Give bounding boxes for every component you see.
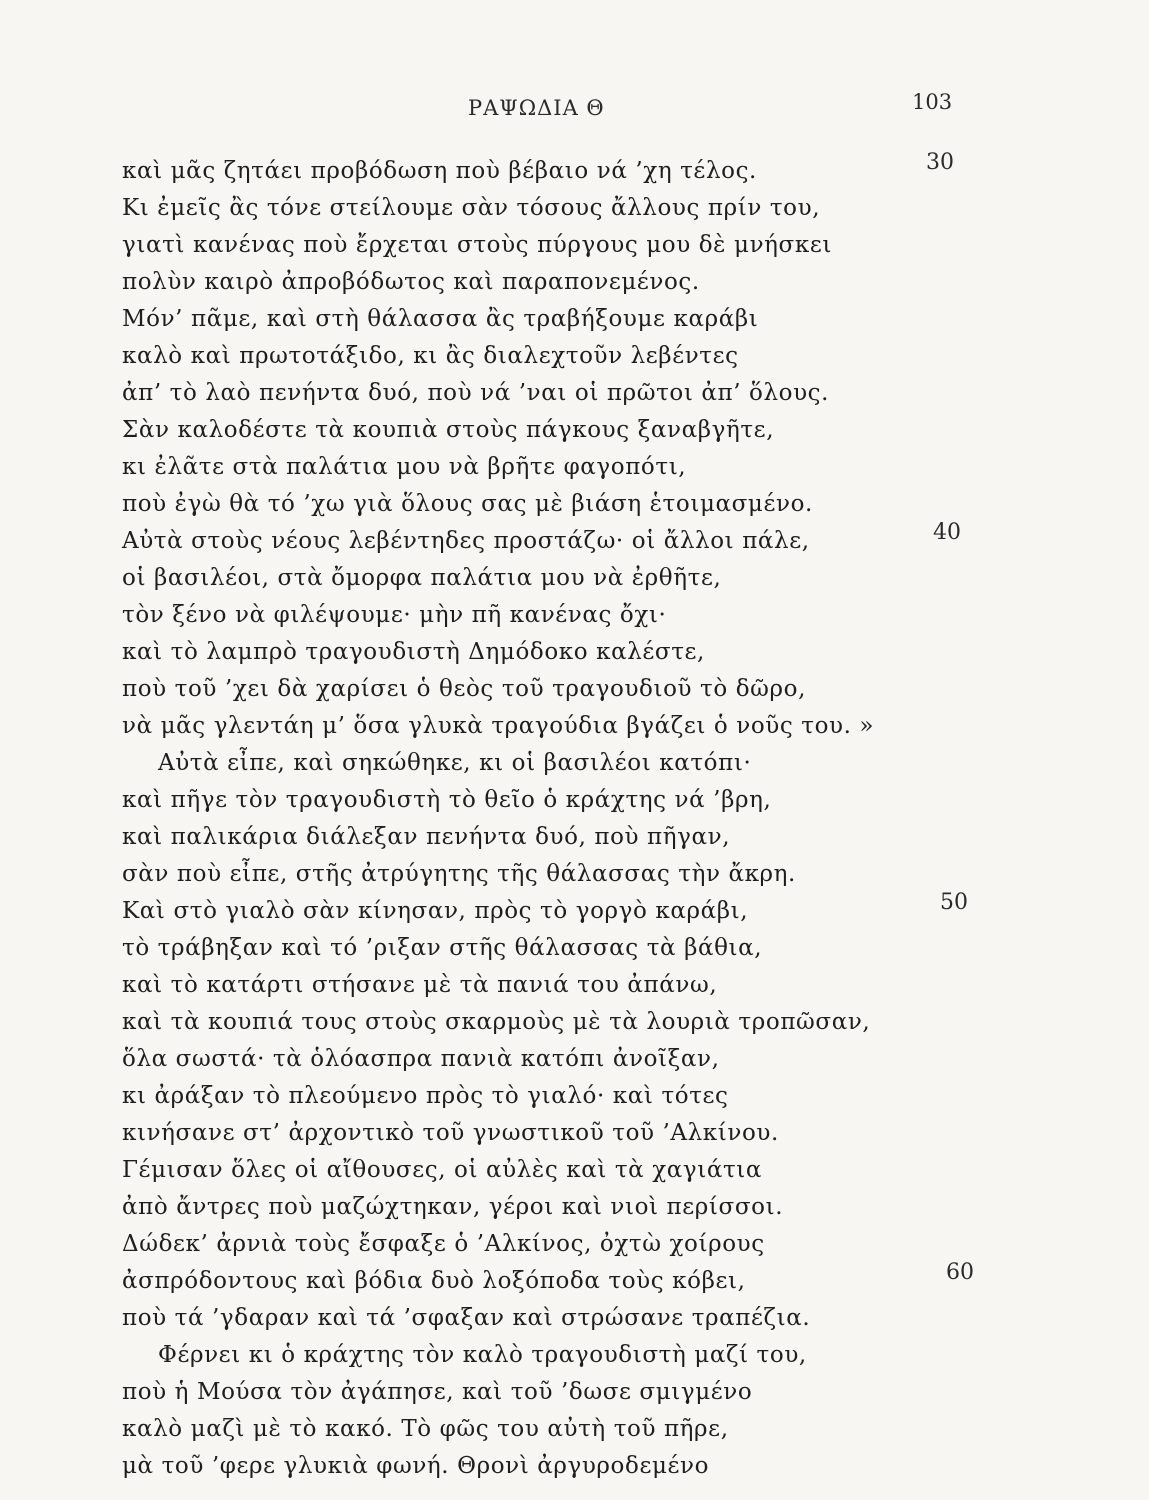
page-header-title: ΡΑΨΩΔΙΑ Θ [468,96,605,120]
poem-line: καὶ παλικάρια διάλεξαν πενήντα δυό, ποὺ πῆγαν, [122,824,731,850]
poem-line: τὸν ξένο νὰ φιλέψουμε· μὴν πῆ κανένας ὄχι· [122,602,667,628]
poem-line: Δώδεκ’ ἀρνιὰ τοὺς ἔσφαξε ὁ ’Αλκίνος, ὀχτὼ χοίρους [122,1231,765,1257]
poem-line: καὶ τὰ κουπιά τους στοὺς σκαρμοὺς μὲ τὰ λουριὰ τροπῶσαν, [122,1009,871,1035]
poem-line: Αὐτὰ στοὺς νέους λεβέντηδες προστάζω· οἱ ἄλλοι πάλε, [122,528,810,554]
poem-line: νὰ μᾶς γλεντάη μ’ ὅσα γλυκὰ τραγούδια βγάζει ὁ νοῦς του. » [122,713,875,739]
poem-line: καὶ πῆγε τὸν τραγουδιστὴ τὸ θεῖο ὁ κράχτης νά ’βρη, [122,787,772,813]
poem-line: καὶ τὸ κατάρτι στήσανε μὲ τὰ πανιά του ἀπάνω, [122,972,718,998]
poem-line: τὸ τράβηξαν καὶ τό ’ριξαν στῆς θάλασσας τὰ βάθια, [122,935,763,961]
poem-line: ἀπ’ τὸ λαὸ πενήντα δυό, ποὺ νά ’ναι οἱ πρῶτοι ἀπ’ ὅλους. [122,380,830,406]
poem-line: Φέρνει κι ὁ κράχτης τὸν καλὸ τραγουδιστὴ μαζί του, [158,1342,807,1368]
line-number: 30 [926,150,954,175]
line-number: 60 [946,1260,974,1285]
line-number: 40 [933,520,961,545]
poem-line: Σὰν καλοδέστε τὰ κουπιὰ στοὺς πάγκους ξαναβγῆτε, [122,417,775,443]
poem-line: καλὸ καὶ πρωτοτάξιδο, κι ἂς διαλεχτοῦν λεβέντες [122,343,739,369]
poem-line: ποὺ τοῦ ’χει δὰ χαρίσει ὁ θεὸς τοῦ τραγουδιοῦ τὸ δῶρο, [122,676,807,702]
page-number: 103 [912,90,953,114]
poem-line: πολὺν καιρὸ ἀπροβόδωτος καὶ παραπονεμένος. [122,269,700,295]
poem-line: γιατὶ κανένας ποὺ ἔρχεται στοὺς πύργους μου δὲ μνήσκει [122,232,832,258]
poem-line: Γέμισαν ὅλες οἱ αἴθουσες, οἱ αὐλὲς καὶ τὰ χαγιάτια [122,1157,763,1183]
poem-line: καὶ μᾶς ζητάει προβόδωση ποὺ βέβαιο νά ’χη τέλος. [122,158,757,184]
poem-line: καὶ τὸ λαμπρὸ τραγουδιστὴ Δημόδοκο καλέστε, [122,639,705,665]
poem-line: ποὺ ἐγὼ θὰ τό ’χω γιὰ ὅλους σας μὲ βιάση ἑτοιμασμένο. [122,491,813,517]
line-number: 50 [940,890,968,915]
poem-line: Αὐτὰ εἶπε, καὶ σηκώθηκε, κι οἱ βασιλέοι κατόπι· [158,750,752,776]
poem-line: μὰ τοῦ ’φερε γλυκιὰ φωνή. Θρονὶ ἀργυροδεμένο [122,1453,710,1479]
poem-line: Μόν’ πᾶμε, καὶ στὴ θάλασσα ἂς τραβήξουμε καράβι [122,306,759,332]
poem-line: Καὶ στὸ γιαλὸ σὰν κίνησαν, πρὸς τὸ γοργὸ καράβι, [122,898,749,924]
poem-line: οἱ βασιλέοι, στὰ ὄμορφα παλάτια μου νὰ ἐρθῆτε, [122,565,722,591]
poem-line: ἀσπρόδοντους καὶ βόδια δυὸ λοξόποδα τοὺς κόβει, [122,1268,746,1294]
poem-line: κινήσανε στ’ ἀρχοντικὸ τοῦ γνωστικοῦ τοῦ ’Αλκίνου. [122,1120,779,1146]
poem-line: ποὺ τά ’γδαραν καὶ τά ’σφαξαν καὶ στρώσανε τραπέζια. [122,1305,811,1331]
poem-line: ποὺ ἡ Μούσα τὸν ἀγάπησε, καὶ τοῦ ’δωσε σμιγμένο [122,1379,753,1405]
poem-line: Κι ἐμεῖς ἂς τόνε στείλουμε σὰν τόσους ἄλλους πρίν του, [122,195,821,221]
poem-line: ἀπὸ ἄντρες ποὺ μαζώχτηκαν, γέροι καὶ νιοὶ περίσσοι. [122,1194,784,1220]
poem-line: καλὸ μαζὶ μὲ τὸ κακό. Τὸ φῶς του αὐτὴ τοῦ πῆρε, [122,1416,729,1442]
poem-line: κι ἀράξαν τὸ πλεούμενο πρὸς τὸ γιαλό· καὶ τότες [122,1083,729,1109]
poem-line: ὅλα σωστά· τὰ ὁλόασπρα πανιὰ κατόπι ἀνοῖξαν, [122,1046,720,1072]
poem-line: κι ἐλᾶτε στὰ παλάτια μου νὰ βρῆτε φαγοπότι, [122,454,687,480]
poem-line: σὰν ποὺ εἶπε, στῆς ἀτρύγητης τῆς θάλασσας τὴν ἄκρη. [122,861,796,887]
